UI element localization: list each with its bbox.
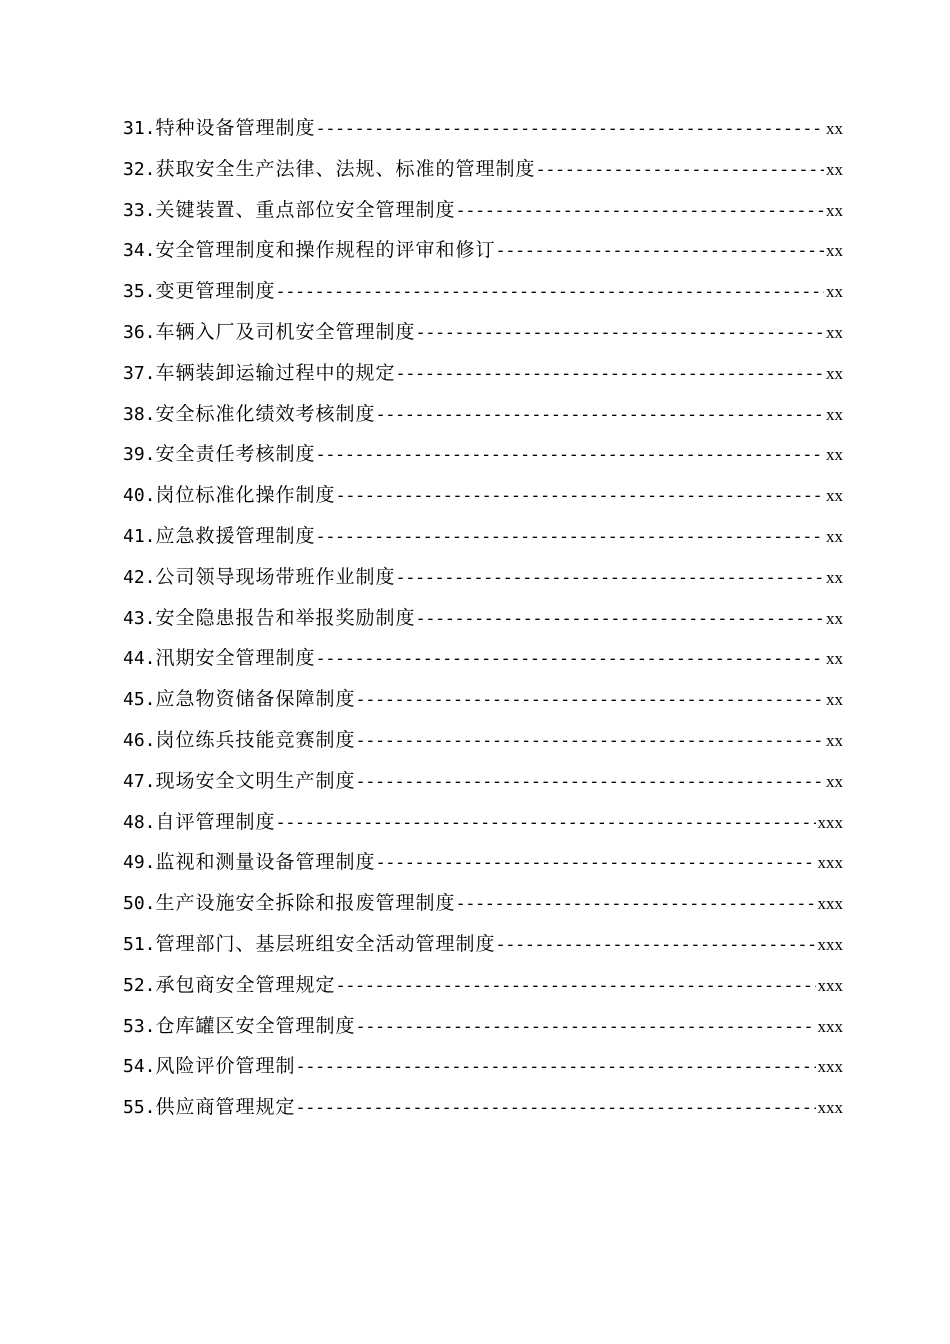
toc-entry[interactable] (123, 230, 843, 271)
toc-entry-page: xx (826, 445, 843, 465)
toc-leader-dashes (296, 1047, 816, 1088)
table-of-contents (123, 108, 843, 1128)
toc-entry[interactable] (123, 557, 843, 598)
toc-entry[interactable] (123, 1046, 843, 1087)
toc-leader-dashes (336, 966, 816, 1007)
toc-entry-page: xxx (817, 975, 843, 995)
toc-leader-dashes (496, 231, 824, 272)
toc-entry[interactable] (123, 394, 843, 435)
toc-leader-dashes (316, 639, 824, 680)
toc-entry-title: 承包商安全管理规定 (155, 973, 336, 996)
toc-entry-title: 变更管理制度 (155, 280, 276, 303)
toc-entry[interactable] (123, 802, 843, 843)
toc-entry-number: 52. (123, 974, 156, 996)
toc-entry-page: xx (826, 730, 843, 750)
toc-leader-dashes (456, 191, 824, 232)
toc-entry-number: 32. (123, 158, 156, 180)
toc-leader-dashes (456, 884, 816, 925)
toc-leader-dashes (496, 925, 816, 966)
toc-leader-dashes (296, 1088, 816, 1129)
toc-leader-dashes (356, 680, 824, 721)
toc-entry-title: 监视和测量设备管理制度 (155, 851, 376, 874)
toc-entry-page: xx (826, 567, 843, 587)
toc-entry-page: xxx (817, 934, 843, 954)
toc-entry[interactable] (123, 149, 843, 190)
toc-entry-title: 安全隐患报告和举报奖励制度 (155, 606, 416, 629)
toc-entry-page: xx (826, 241, 843, 261)
toc-entry[interactable] (123, 638, 843, 679)
toc-entry-number: 34. (123, 240, 156, 262)
toc-leader-dashes (416, 313, 824, 354)
toc-leader-dashes (376, 395, 824, 436)
toc-leader-dashes (376, 843, 816, 884)
toc-entry-page: xx (826, 159, 843, 179)
toc-entry-title: 特种设备管理制度 (155, 117, 316, 139)
toc-entry[interactable] (123, 190, 843, 231)
toc-entry-title: 获取安全生产法律、法规、标准的管理制度 (155, 157, 536, 180)
toc-entry[interactable] (123, 883, 843, 924)
toc-entry-number: 39. (123, 444, 156, 466)
toc-entry-page: xx (826, 771, 843, 791)
toc-entry-title: 安全责任考核制度 (155, 443, 316, 466)
toc-entry[interactable] (123, 598, 843, 639)
toc-leader-dashes (316, 517, 824, 558)
toc-entry-number: 40. (123, 485, 156, 507)
toc-entry-title: 现场安全文明生产制度 (155, 769, 356, 792)
toc-entry-page: xx (826, 404, 843, 424)
toc-entry-title: 应急物资储备保障制度 (155, 688, 356, 711)
toc-entry-number: 37. (123, 362, 156, 384)
toc-entry[interactable] (123, 1087, 843, 1128)
toc-entry-number: 31. (123, 118, 156, 139)
toc-entry-number: 45. (123, 689, 156, 711)
toc-entry-title: 安全标准化绩效考核制度 (155, 402, 376, 425)
toc-entry[interactable] (123, 1006, 843, 1047)
toc-entry-title: 汛期安全管理制度 (155, 647, 316, 670)
toc-entry-page: xx (826, 322, 843, 342)
toc-leader-dashes (356, 721, 824, 762)
toc-entry-number: 44. (123, 648, 156, 670)
toc-entry-number: 48. (123, 811, 156, 833)
toc-entry[interactable] (123, 965, 843, 1006)
toc-entry[interactable] (123, 353, 843, 394)
toc-entry-page: xx (826, 282, 843, 302)
toc-entry-number: 51. (123, 933, 156, 955)
toc-entry-title: 应急救援管理制度 (155, 524, 316, 547)
toc-entry-title: 安全管理制度和操作规程的评审和修订 (155, 239, 496, 262)
toc-entry-number: 35. (123, 281, 156, 303)
toc-entry-number: 55. (123, 1097, 156, 1119)
toc-entry-page: xxx (817, 853, 843, 873)
toc-entry-page: xxx (817, 812, 843, 832)
toc-entry-number: 53. (123, 1015, 156, 1037)
toc-entry-page: xx (826, 486, 843, 506)
toc-entry[interactable] (123, 679, 843, 720)
toc-entry-page: xx (826, 690, 843, 710)
toc-entry-title: 公司领导现场带班作业制度 (155, 565, 396, 588)
toc-entry-title: 供应商管理规定 (155, 1096, 296, 1119)
toc-entry-page: xx (826, 526, 843, 546)
toc-entry-number: 41. (123, 525, 156, 547)
toc-entry[interactable] (123, 842, 843, 883)
toc-leader-dashes (276, 803, 816, 844)
toc-leader-dashes (336, 476, 824, 517)
toc-entry-page: xx (826, 119, 843, 138)
toc-entry-number: 33. (123, 199, 156, 221)
toc-entry[interactable] (123, 761, 843, 802)
toc-entry[interactable] (123, 720, 843, 761)
toc-leader-dashes (276, 272, 824, 313)
toc-entry-page: xxx (817, 1057, 843, 1077)
toc-entry-title: 关键装置、重点部位安全管理制度 (155, 198, 456, 221)
toc-entry-page: xxx (817, 894, 843, 914)
toc-entry-page: xxx (817, 1016, 843, 1036)
toc-entry[interactable] (123, 924, 843, 965)
toc-entry[interactable] (123, 271, 843, 312)
toc-leader-dashes (356, 1007, 816, 1048)
toc-entry-number: 46. (123, 729, 156, 751)
toc-entry-title: 管理部门、基层班组安全活动管理制度 (155, 932, 496, 955)
toc-entry-title: 仓库罐区安全管理制度 (155, 1014, 356, 1037)
toc-entry-title: 车辆装卸运输过程中的规定 (155, 361, 396, 384)
toc-entry-page: xx (826, 649, 843, 669)
toc-entry-title: 生产设施安全拆除和报废管理制度 (155, 892, 456, 915)
toc-entry-title: 岗位练兵技能竞赛制度 (155, 728, 356, 751)
toc-entry-page: xx (826, 608, 843, 628)
toc-entry-page: xx (826, 363, 843, 383)
toc-entry-title: 岗位标准化操作制度 (155, 484, 336, 507)
toc-entry[interactable] (123, 434, 843, 475)
toc-entry[interactable] (123, 475, 843, 516)
toc-entry-title: 车辆入厂及司机安全管理制度 (155, 320, 416, 343)
toc-entry-page: xxx (817, 1098, 843, 1118)
toc-leader-dashes (536, 150, 824, 191)
toc-leader-dashes (316, 435, 824, 476)
toc-entry-number: 47. (123, 770, 156, 792)
toc-entry[interactable] (123, 312, 843, 353)
toc-leader-dashes (416, 599, 824, 640)
toc-entry-number: 50. (123, 893, 156, 915)
toc-entry-number: 43. (123, 607, 156, 629)
toc-leader-dashes (356, 762, 824, 803)
toc-leader-dashes (396, 354, 824, 395)
toc-entry-number: 36. (123, 321, 156, 343)
toc-entry-title: 风险评价管理制 (155, 1055, 296, 1078)
toc-entry-number: 49. (123, 852, 156, 874)
toc-leader-dashes (316, 109, 824, 150)
toc-entry-number: 54. (123, 1056, 156, 1078)
toc-entry[interactable] (123, 516, 843, 557)
toc-entry[interactable] (123, 108, 843, 149)
toc-entry-number: 42. (123, 566, 156, 588)
toc-entry-page: xx (826, 200, 843, 220)
toc-leader-dashes (396, 558, 824, 599)
toc-entry-number: 38. (123, 403, 156, 425)
toc-entry-title: 自评管理制度 (155, 810, 276, 833)
